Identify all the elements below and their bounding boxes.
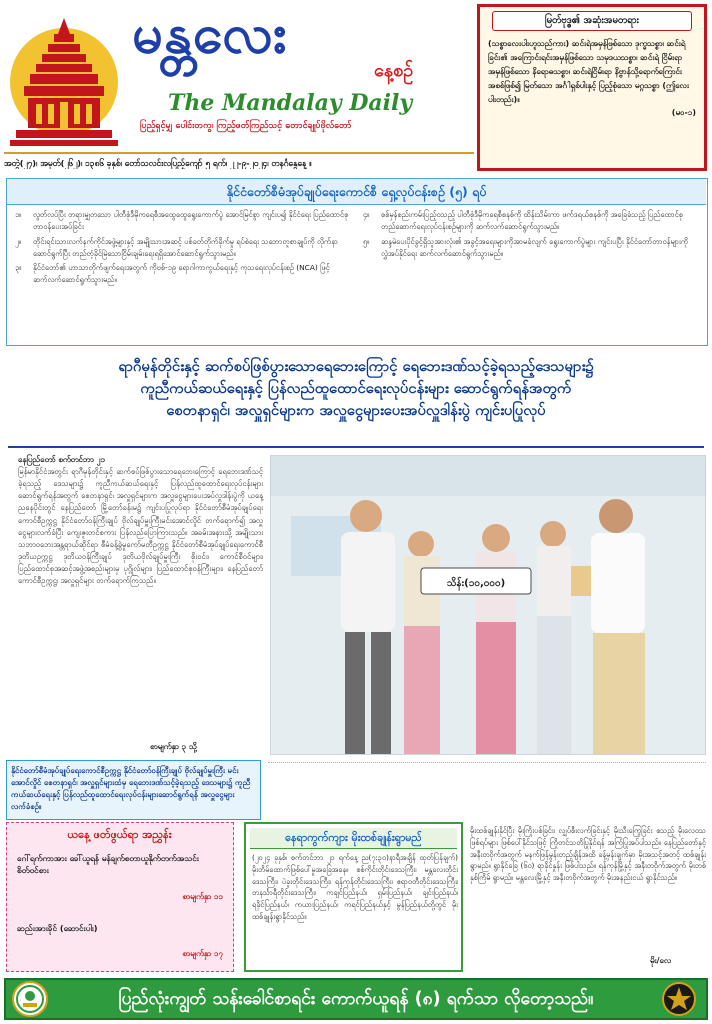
headline-line-3: စေတနာရှင်၊ အလှူရှင်များက အလှူငွေများပေးအပ်လှူဒါန်းပွဲ ကျင်းပပြုလုပ် [166, 402, 546, 420]
weather-signature: မိုး/လေ [650, 956, 672, 965]
objective-item [15, 209, 355, 233]
contents-item-2[interactable]: ဆည်းအားခိုင် (ဆောင်းပါး) [17, 923, 98, 933]
masthead-english-title: The Mandalay Daily [168, 90, 413, 116]
weather-body: (၂၀၂၄ ခုနှစ်၊ စက်တင်ဘာ ၂၁ ရက်နေ့ ည(၇:၃၀)နာရီအချိန် ထုတ်ပြန်ချက်) မိုးတိမ်ထောက်ဖြစ်ပေါ်မှုအခြေအနေ။ စစ်ကိုင်းတိုင်းဒေသကြီး၊ မန္တလေးတိုင်းဒေသကြီး၊ ပဲခူးတိုင်းဒေသကြီး၊ ရန်ကုန်တိုင်းဒေသကြီး၊ ဧရာဝတီတိုင်းဒေသကြီး၊ တနင်္သာရီတိုင်းဒေသကြီး၊ ကချင်ပြည်နယ်၊ ရှမ်းပြည်နယ်၊ ချင်းပြည်နယ်၊ ရခိုင်ပြည်နယ်၊ ကယားပြည်နယ်၊ ကရင်ပြည်နယ်နှင့် မွန်ပြည်နယ်တို့တွင် မိုးထစ်ချုန်းရွာနိုင်သည်။ [252, 853, 458, 922]
objective-number: ၁။ [15, 210, 22, 219]
headline-line-2: ကူညီကယ်ဆယ်ရေးနှင့် ပြန်လည်ထူထောင်ရေးလုပ်ငန်းများ ဆောင်ရွက်ရန်အတွက် [140, 380, 572, 398]
objective-text: ဆန္ဒမဲပေးပိုင်ခွင့်ရှိသူအားလုံး၏ အခွင့်အရေးများကိုအာမခံလျက် ရွေးကောက်ပွဲများ ကျင်းပပြီး နိုင်ငံတော်တာဝန်များကို လွှဲအပ်နိုင်ရေး ဆက်လက်ဆောင်ရွက်သွားမည်။ [381, 236, 689, 258]
article-continued-link[interactable]: စာမျက်နှာ ၃ သို့ [150, 742, 197, 751]
buddha-teaching-source: (မ၀-၁) [671, 107, 696, 117]
immigration-emblem-icon [660, 981, 698, 1017]
contents-page-1: စာမျက်နှာ ၁၁ [182, 892, 223, 901]
masthead-motto: ပြည့်ရှင့်မျှ ပေါင်းတကွ၊ ကြည့်ဖတ်ကြည်သင့် တောင်ချုပ်ဗိုလ်တော် [140, 121, 352, 131]
masthead-daily-label: နေ့စဉ် [374, 60, 414, 81]
todays-contents-box [6, 822, 234, 972]
buddha-teaching-box [477, 4, 707, 171]
buddha-teaching-title: မြတ်ဗုဒ္ဓ၏ အဆုံးအမတရား [492, 11, 692, 31]
objectives-left-column [15, 209, 355, 289]
objectives-right-column [363, 209, 703, 262]
article-dateline: နေပြည်တော် စက်တင်ဘာ ၂၁ [18, 455, 106, 464]
weather-body-continued: မိုးထစ်ချုန်းနိုင်ပြီး မိုးကြိုးပစ်ခြင်း၊ လျှပ်စီးလက်ခြင်းနှင့် မိုးသီးကြွေခြင်း စသည့် မိုးလေဝသဖြစ်ရပ်များ ဖြစ်ပေါ်နိုင်သဖြင့် ကြိုတင်သတိပြုနိုင်ရန် အကြံပြုအပ်ပါသည်။ နေပြည်တော်နှင့် အနီးတဝိုက်အတွက် မနက်ဖြန်မွန်းတည့်ချိန်အထိ ခန့်မှန်းချက်မှာ မိုးအသင့်အတင့် ထစ်ချုန်းရွာမည်။ ရွာနိုင်ခြေ (၆၀) ရာခိုင်နှုန်း ဖြစ်ပါသည်။ ရန်ကုန်မြို့နှင့် အနီးတဝိုက်အတွက် မိုးတစ်နှစ်ကြိမ် ရွာမည်။ မန္တလေးမြို့နှင့် အနီးတဝိုက်အတွက် မိုးအနည်းငယ် ရွာနိုင်သည်။ [470, 826, 706, 883]
objective-item [15, 262, 355, 286]
objective-text: လွတ်လပ်ပြီး တရားမျှတသော ပါတီစုံဒီမိုကရေစီအထွေထွေရွေးကောက်ပွဲ အောင်မြင်စွာ ကျင်းပ၍ နိုင်ငံရေး ပြည်ထောင်စုတာဝန်ပေးအပ်ခြင်း [33, 210, 349, 231]
census-banner-text: ပြည်လုံးကျွတ် သန်းခေါင်စာရင်း ကောက်ယူရန် (၈) ရက်သာ လိုတော့သည်။ [118, 989, 594, 1009]
objective-item [15, 236, 355, 260]
objective-text: တိုင်းရင်းသားလက်နက်ကိုင်အဖွဲ့များနှင့် အမျိုးသားအဆင့် ပစ်ခတ်တိုက်ခိုက်မှု ရပ်စဲရေး သဘောတူစာချုပ်ကို လိုက်နာဆောင်ရွက်ပြီး တည်တံ့ခိုင်မြဲသောငြိမ်းချမ်းရေးရရှိအောင်ဆောင်ရွက်သွားမည်။ [33, 236, 338, 258]
masthead-title: မန္တလေး [132, 1, 288, 65]
issue-info-line: အတွဲ(၂၇)၊ အမှတ်(၂၆၂)၊ ၁၃၈၆ ခုနှစ်၊ တော်သလင်းလပြည့်ကျော် ၅ ရက်၊ ၂၂-၉-၂၀၂၄၊ တနင်္ဂနွေနေ့ ။ [4, 152, 474, 169]
objective-item [363, 236, 703, 260]
contents-item-1[interactable]: ဂေါ်ရက်ကာအား ခေါ်ယူရန် မန်ချက်စတာယူနိုက်တက်အသင်း စိတ်ဝင်စား [17, 853, 199, 875]
headline-divider [8, 446, 704, 448]
photo-caption: နိုင်ငံတော်စီမံအုပ်ချုပ်ရေးကောင်စီဥက္ကဋ္ဌ နိုင်ငံတော်ဝန်ကြီးချုပ် ဗိုလ်ချုပ်မှူးကြီး မင်းအောင်လှိုင် စေတနာရှင်၊ အလှူရှင်များထံမှ ရေဘေးဒဏ်သင့်ခဲ့ရသည့် ဒေသများ၌ ကူညီကယ်ဆယ်ရေးနှင့် ပြန်လည်ထူထောင်ရေးလုပ်ငန်းများဆောင်ရွက်ရန် အလှူငွေများ လက်ခံစဉ်။ [6, 760, 261, 820]
donation-ceremony-photo [270, 455, 706, 755]
objective-number: ၅။ [363, 236, 370, 246]
mandalay-daily-logo [6, 4, 122, 152]
objectives-title: နိုင်ငံတော်စီမံအုပ်ချုပ်ရေးကောင်စီ ရှေ့လုပ်ငန်းစဉ် (၅) ရပ် [7, 179, 706, 205]
objectives-box [6, 178, 708, 346]
objective-text: စစ်မှန်စည်းကမ်းပြည့်ဝသည့် ပါတီစုံဒီမိုကရေစီစနစ်ကို ထိန်းသိမ်းကာ ဖက်ဒရယ်စနစ်ကို အခြေခံသည့် ပြည်ထောင်စုတည်ဆောက်ရေးလုပ်ငန်းစဉ်များကို ဆက်လက်ဆောင်ရွက်သွားမည်။ [381, 210, 683, 231]
objective-number: ၄။ [363, 210, 370, 219]
census-banner [4, 978, 708, 1020]
buddha-teaching-body: (သစ္စာလေးပါးဟူသည်ကား) ဆင်းရဲအမှန်ဖြစ်သော ဒုက္ခသစ္စာ၊ ဆင်းရဲခြင်း၏ အကြောင်းရင်းအမှန်ဖြစ်သော သမုဒယသစ္စာ၊ ဆင်းရဲ ငြိမ်းရာအမှန်ဖြစ်သော နိရောဓသစ္စာ၊ ဆင်းရဲငြိမ်းရာ နိဗ္ဗာန်သို့ရောက်ကြောင်း အစစ်ဖြစ်၍ မြတ်သော အင်္ဂါရှစ်ပါးနှင့် ပြည့်စုံသော မဂ္ဂသစ္စာ (ဤလေးပါးတည်း)။ [488, 38, 690, 104]
main-headline [8, 356, 704, 423]
headline-line-1: ရာဂီမုန်တိုင်းနှင့် ဆက်စပ်ဖြစ်ပွားသောရေဘေးကြောင့် ရေဘေးဒဏ်သင့်ခဲ့ရသည့်ဒေသများ၌ [118, 358, 594, 375]
article-body: မြန်မာနိုင်ငံအတွင်း ရာဂီမုန်တိုင်းနှင့် ဆက်စပ်ဖြစ်ပွားသောရေဘေးကြောင့် ရေဘေးဒဏ်သင့်ခဲ့ရသည့် ဒေသများ၌ ကူညီကယ်ဆယ်ရေးနှင့် ပြန်လည်ထူထောင်ရေးလုပ်ငန်းများ ဆောင်ရွက်ရန်အတွက် စေတနာရှင်၊ အလှူရှင်များက အလှူငွေများပေးအပ်လှူဒါန်းပွဲကို ယနေ့ညနေပိုင်းတွင် နေပြည်တော် မြို့တော်ခန်းမ၌ ကျင်းပပြုလုပ်ရာ နိုင်ငံတော်စီမံအုပ်ချုပ်ရေးကောင်စီဥက္ကဋ္ဌ နိုင်ငံတော်ဝန်ကြီးချုပ် ဗိုလ်ချုပ်မှူးကြီးမင်းအောင်လှိုင် တက်ရောက်၍ အလှူငွေများလက်ခံပြီး ကျေးဇူးတင်စကား ပြန်လည်ပြောကြားသည်။ အခမ်းအနားသို့ အမျိုးသားသဘာဝဘေးအန္တရာယ်ဆိုင်ရာ စီမံခန့်ခွဲမှုကော်မတီဥက္ကဋ္ဌ နိုင်ငံတော်စီမံအုပ်ချုပ်ရေးကောင်စီ ဒုတိယဥက္ကဋ္ဌ ဒုတိယဝန်ကြီးချုပ် ဒုတိယဗိုလ်ချုပ်မှူးကြီး စိုးဝင်း၊ ကောင်စီဝင်များ၊ ပြည်ထောင်စုအဆင့်အဖွဲ့အစည်းများမှ ပုဂ္ဂိုလ်များ၊ ပြည်ထောင်စုဝန်ကြီးများ၊ နေပြည်တော်ကောင်စီဥက္ကဋ္ဌ၊ အလှူရှင်များ တက်ရောက်ကြသည်။ [18, 467, 263, 586]
objective-item [363, 209, 703, 233]
census-logo-icon [12, 981, 48, 1017]
weather-title: နေရာကွက်ကျား မိုးထစ်ချုန်းရွာမည် [250, 828, 457, 849]
todays-contents-title: ယနေ့ ဖတ်ဖွယ်ရာ အညွှန်း [67, 828, 172, 841]
contents-page-2: စာမျက်နှာ ၁၇ [182, 949, 223, 958]
divider-line [268, 762, 706, 818]
objective-text: နိုင်ငံတော်၏ ဟာသာတိုက်ဖျက်ရေးအတွက် ကိုဗစ်-၁၉ ရောဂါကာကွယ်ရေးနှင့် ကုသရေးလုပ်ငန်းစဉ် (NCA) ဖြင့် ဆက်လက်ဆောင်ရွက်သွားမည်။ [33, 263, 330, 285]
weather-box [244, 822, 463, 972]
donation-sign-text: သိန်း(၁၀,၀၀၀) [446, 578, 506, 589]
objective-number: ၂။ [15, 236, 21, 246]
objective-number: ၃။ [15, 263, 22, 273]
